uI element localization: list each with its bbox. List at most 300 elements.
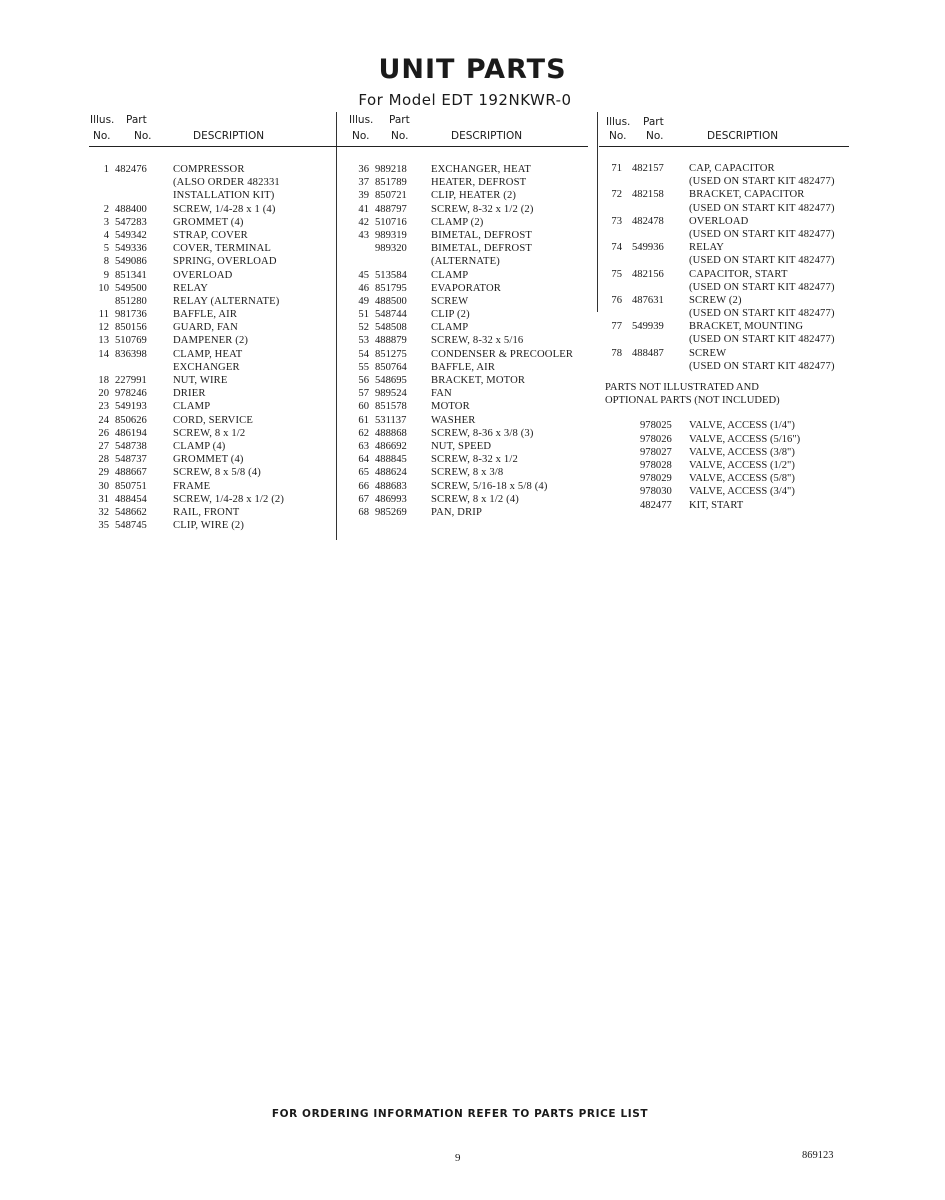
parts-row [605,202,855,215]
parts-row [343,255,588,268]
illus-number: 49 [358,295,369,307]
part-number: 850764 [375,361,407,373]
part-description: FAN [431,388,452,400]
part-number: 850721 [375,190,407,202]
part-number: 851275 [375,348,407,360]
part-description: NUT, SPEED [431,440,492,452]
part-description: SCREW, 8-32 x 5/16 [431,335,524,347]
part-number: 836398 [115,348,147,360]
part-description: BIMETAL, DEFROST [431,243,533,255]
parts-row [343,506,588,519]
illus-number: 46 [358,282,369,294]
illus-number: 28 [98,454,109,466]
part-description: SCREW, 8-32 x 1/2 (2) [431,203,534,215]
part-number: 978025 [640,420,672,432]
part-description: PAN, DRIP [431,506,483,518]
parts-row [605,188,855,201]
illus-header-top: Illus. [349,114,374,126]
parts-row [89,414,359,427]
illus-number: 3 [103,216,109,228]
illus-number: 66 [358,480,369,492]
parts-row [605,281,855,294]
part-number: 482478 [632,215,664,227]
part-description: (USED ON START KIT 482477) [689,308,835,320]
part-description: SCREW, 8-32 x 1/2 [431,454,518,466]
part-description: SCREW, 8-36 x 3/8 (3) [431,427,534,439]
illus-number: 61 [358,414,369,426]
parts-column-3 [605,112,855,512]
illus-number: 14 [98,348,109,360]
part-description: (USED ON START KIT 482477) [689,281,835,293]
part-description: VALVE, ACCESS (5/16") [689,433,801,445]
parts-row [89,189,359,202]
part-number: 549500 [115,282,147,294]
page-number: 9 [455,1152,461,1164]
part-description: SCREW, 8 x 1/2 (4) [431,493,519,505]
page-title: UNIT PARTS [378,54,567,85]
illus-number: 10 [98,282,109,294]
document-code: 869123 [802,1150,834,1161]
part-description: (ALSO ORDER 482331 [173,177,280,189]
part-description: SCREW, 8 x 3/8 [431,467,504,479]
part-number: 978246 [115,388,147,400]
description-header: DESCRIPTION [707,130,779,142]
illus-header-bottom: No. [93,130,111,142]
part-description: (USED ON START KIT 482477) [689,202,835,214]
illus-number: 42 [358,216,369,228]
optional-parts-row [605,419,855,432]
parts-row [343,242,588,255]
illus-number: 54 [358,348,369,360]
parts-row [89,295,359,308]
parts-row [89,334,359,347]
parts-column-2 [343,112,588,519]
part-description: EXCHANGER [173,361,240,373]
illus-number: 51 [358,309,369,321]
part-number: 851578 [375,401,407,413]
illus-number: 37 [358,177,369,189]
part-description: (USED ON START KIT 482477) [689,176,835,188]
illus-number: 60 [358,401,369,413]
illus-number: 4 [103,229,109,241]
part-description: MOTOR [431,401,470,413]
illus-number: 67 [358,493,369,505]
parts-row [89,163,359,176]
parts-row [89,519,359,532]
part-number: 510769 [115,335,147,347]
part-number: 985269 [375,506,407,518]
parts-row [343,361,588,374]
parts-row [89,480,359,493]
parts-row [343,453,588,466]
part-number: 486993 [375,493,407,505]
part-number: 978026 [640,433,672,445]
illus-number: 45 [358,269,369,281]
illus-number: 65 [358,467,369,479]
optional-parts-row [605,433,855,446]
part-header-bottom: No. [391,130,409,142]
part-description: CLAMP [431,269,469,281]
part-description: SCREW [431,295,469,307]
part-description: GUARD, FAN [173,322,238,334]
part-number: 488500 [375,295,407,307]
parts-row [89,374,359,387]
part-number: 488487 [632,347,664,359]
parts-row [343,229,588,242]
part-number: 547283 [115,216,147,228]
part-description: KIT, START [689,499,744,511]
part-number: 851789 [375,177,407,189]
optional-parts-row [605,485,855,498]
parts-row [605,360,855,373]
optional-parts-list [605,419,855,511]
part-description: FRAME [173,480,211,492]
column-header [343,112,588,147]
illus-number: 78 [611,347,622,359]
part-description: BRACKET, MOUNTING [689,321,804,333]
part-number: 488400 [115,203,147,215]
illus-number: 18 [98,375,109,386]
part-description: SCREW (2) [689,294,742,306]
illus-header-bottom: No. [352,130,370,142]
illus-number: 76 [611,294,622,306]
illus-number: 55 [358,361,369,373]
part-number: 978030 [640,486,672,498]
illus-number: 71 [611,163,622,174]
part-number: 548745 [115,520,147,532]
part-description: INSTALLATION KIT) [173,190,275,202]
illus-number: 8 [103,256,109,268]
part-description: (USED ON START KIT 482477) [689,228,835,240]
part-header-bottom: No. [134,130,152,142]
parts-row [89,387,359,400]
parts-row [343,466,588,479]
part-number: 549336 [115,243,147,255]
ordering-note: FOR ORDERING INFORMATION REFER TO PARTS PRICE LIST [271,1108,649,1120]
part-number: 488845 [375,454,407,466]
parts-row [605,294,855,307]
part-number: 482477 [640,499,672,511]
part-number: 978029 [640,473,672,485]
parts-column-1 [89,112,359,532]
part-description: CLAMP [173,401,211,413]
optional-parts-heading [605,381,855,407]
part-description: CAP, CAPACITOR [689,163,775,174]
illus-number: 52 [358,322,369,334]
part-number: 981736 [115,309,147,321]
part-description: VALVE, ACCESS (3/4") [689,486,795,498]
part-number: 851280 [115,295,147,307]
part-description: DRIER [173,388,206,400]
optional-heading-line-2: OPTIONAL PARTS (NOT INCLUDED) [605,395,780,407]
illus-number: 30 [98,480,109,492]
illus-number: 9 [103,269,109,281]
illus-number: 63 [358,440,369,452]
parts-row [343,163,588,176]
part-description: RAIL, FRONT [173,506,240,518]
illus-number: 23 [98,401,109,413]
parts-row [605,320,855,333]
part-number: 989320 [375,243,407,255]
part-description: VALVE, ACCESS (1/2") [689,459,795,471]
part-number: 549342 [115,229,147,241]
parts-row [343,189,588,202]
part-description: EVAPORATOR [431,282,501,294]
part-description: BRACKET, CAPACITOR [689,189,805,201]
parts-row [605,175,855,188]
part-description: CLIP (2) [431,309,470,321]
optional-parts-row [605,472,855,485]
parts-row [89,427,359,440]
part-number: 227991 [115,375,147,386]
column-header [605,112,855,146]
illus-number: 36 [358,164,369,175]
illus-number: 62 [358,427,369,439]
part-number: 487631 [632,294,664,306]
parts-row [89,242,359,255]
part-number: 850626 [115,414,147,426]
parts-row [605,333,855,346]
illus-number: 12 [98,322,109,334]
part-number: 851341 [115,269,147,281]
parts-list [605,162,855,373]
part-number: 488454 [115,493,147,505]
parts-row [343,216,588,229]
optional-parts-row [605,446,855,459]
part-description: BAFFLE, AIR [431,361,496,373]
illus-number: 20 [98,388,109,400]
part-description: RELAY [173,282,209,294]
part-number: 851795 [375,282,407,294]
part-number: 549939 [632,321,664,333]
illus-number: 24 [98,414,109,426]
part-description: CLIP, HEATER (2) [431,190,517,202]
part-description: OVERLOAD [173,269,233,281]
part-number: 482156 [632,268,664,280]
illus-number: 56 [358,375,369,386]
part-header-top: Part [643,116,664,128]
part-description: CLIP, WIRE (2) [173,520,245,532]
part-description: DAMPENER (2) [173,335,249,347]
optional-parts-row [605,459,855,472]
parts-row [343,321,588,334]
description-header: DESCRIPTION [451,130,523,142]
part-number: 482157 [632,163,664,174]
part-header-bottom: No. [646,130,664,142]
part-number: 549936 [632,242,664,254]
part-number: 488667 [115,467,147,479]
part-number: 488624 [375,467,407,479]
illus-number: 2 [103,203,109,215]
part-number: 548738 [115,440,147,452]
part-description: SCREW, 1/4-28 x 1 (4) [173,203,276,215]
part-number: 488683 [375,480,407,492]
parts-row [343,427,588,440]
parts-row [89,321,359,334]
part-description: EXCHANGER, HEAT [431,164,531,175]
description-header: DESCRIPTION [193,130,265,142]
part-description: VALVE, ACCESS (1/4") [689,420,795,432]
parts-row [343,334,588,347]
parts-row [343,414,588,427]
parts-row [89,361,359,374]
parts-row [605,215,855,228]
part-description: (USED ON START KIT 482477) [689,334,835,346]
part-number: 482158 [632,189,664,201]
part-number: 548662 [115,506,147,518]
part-description: OVERLOAD [689,215,749,227]
illus-number: 41 [358,203,369,215]
illus-number: 32 [98,506,109,518]
illus-number: 5 [103,243,109,255]
illus-number: 75 [611,268,622,280]
illus-number: 53 [358,335,369,347]
column-header [89,112,359,147]
part-description: COVER, TERMINAL [173,243,271,255]
part-description: CORD, SERVICE [173,414,253,426]
parts-row [605,254,855,267]
illus-number: 77 [611,321,622,333]
part-description: STRAP, COVER [173,229,248,241]
part-description: VALVE, ACCESS (3/8") [689,446,795,458]
part-number: 989218 [375,164,407,175]
optional-parts-row [605,499,855,512]
part-description: CLAMP, HEAT [173,348,243,360]
part-number: 548695 [375,375,407,386]
parts-row [343,282,588,295]
illus-number: 43 [358,229,369,241]
parts-row [343,493,588,506]
illus-number: 11 [98,309,109,321]
parts-row [605,347,855,360]
illus-number: 64 [358,454,369,466]
illus-number: 39 [358,190,369,202]
parts-row [89,229,359,242]
part-description: RELAY (ALTERNATE) [173,295,280,307]
parts-row [89,203,359,216]
part-description: CLAMP [431,322,469,334]
part-header-top: Part [389,114,410,126]
part-description: BRACKET, MOTOR [431,375,526,386]
parts-row [89,269,359,282]
part-number: 548744 [375,309,407,321]
part-description: CAPACITOR, START [689,268,788,280]
part-description: SPRING, OVERLOAD [173,256,277,268]
part-description: SCREW [689,347,727,359]
illus-number: 35 [98,520,109,532]
part-number: 510716 [375,216,407,228]
parts-row [343,400,588,413]
part-header-top: Part [126,114,147,126]
part-description: CONDENSER & PRECOOLER [431,348,574,360]
parts-row [343,203,588,216]
illus-header-bottom: No. [609,130,627,142]
part-number: 989319 [375,229,407,241]
part-description: CLAMP (2) [431,216,484,228]
parts-list [343,163,588,519]
part-number: 549086 [115,256,147,268]
column-divider-2 [597,112,598,312]
parts-row [605,228,855,241]
parts-row [89,348,359,361]
part-number: 850751 [115,480,147,492]
part-number: 548508 [375,322,407,334]
part-number: 850156 [115,322,147,334]
header-rule [599,146,849,147]
part-description: (USED ON START KIT 482477) [689,360,835,372]
parts-row [89,493,359,506]
illus-number: 57 [358,388,369,400]
part-number: 482476 [115,164,147,175]
model-subtitle: For Model EDT 192NKWR-0 [358,91,572,109]
part-description: HEATER, DEFROST [431,177,527,189]
illus-number: 74 [611,242,622,254]
parts-row [343,374,588,387]
part-description: BAFFLE, AIR [173,309,238,321]
parts-row [89,400,359,413]
illus-number: 73 [611,215,622,227]
part-description: (USED ON START KIT 482477) [689,255,835,267]
part-number: 486194 [115,427,147,439]
part-description: SCREW, 1/4-28 x 1/2 (2) [173,493,285,505]
illus-number: 27 [98,440,109,452]
part-description: RELAY [689,242,725,254]
part-description: GROMMET (4) [173,454,244,466]
part-number: 513584 [375,269,407,281]
part-description: SCREW, 5/16-18 x 5/8 (4) [431,480,548,492]
part-number: 989524 [375,388,407,400]
illus-header-top: Illus. [606,116,631,128]
illus-number: 26 [98,427,109,439]
parts-row [89,176,359,189]
parts-row [89,506,359,519]
part-description: COMPRESSOR [173,164,245,175]
illus-header-top: Illus. [90,114,115,126]
part-number: 978027 [640,446,672,458]
part-description: CLAMP (4) [173,440,226,452]
optional-heading-line-1: PARTS NOT ILLUSTRATED AND [605,382,759,393]
parts-row [605,307,855,320]
part-number: 978028 [640,459,672,471]
part-number: 549193 [115,401,147,413]
illus-number: 72 [611,189,622,201]
parts-row [89,216,359,229]
parts-row [343,348,588,361]
part-number: 531137 [375,414,407,426]
parts-row [89,466,359,479]
parts-row [343,269,588,282]
illus-number: 68 [358,506,369,518]
parts-row [343,176,588,189]
parts-list [89,163,359,532]
part-number: 488879 [375,335,407,347]
parts-row [343,295,588,308]
parts-row [89,282,359,295]
parts-row [89,453,359,466]
part-number: 488797 [375,203,407,215]
part-description: GROMMET (4) [173,216,244,228]
parts-row [605,162,855,175]
part-number: 486692 [375,440,407,452]
parts-row [343,440,588,453]
illus-number: 31 [98,493,109,505]
parts-row [343,308,588,321]
part-description: NUT, WIRE [173,375,228,386]
part-description: WASHER [431,414,476,426]
parts-row [89,440,359,453]
part-number: 488868 [375,427,407,439]
part-description: SCREW, 8 x 1/2 [173,427,246,439]
